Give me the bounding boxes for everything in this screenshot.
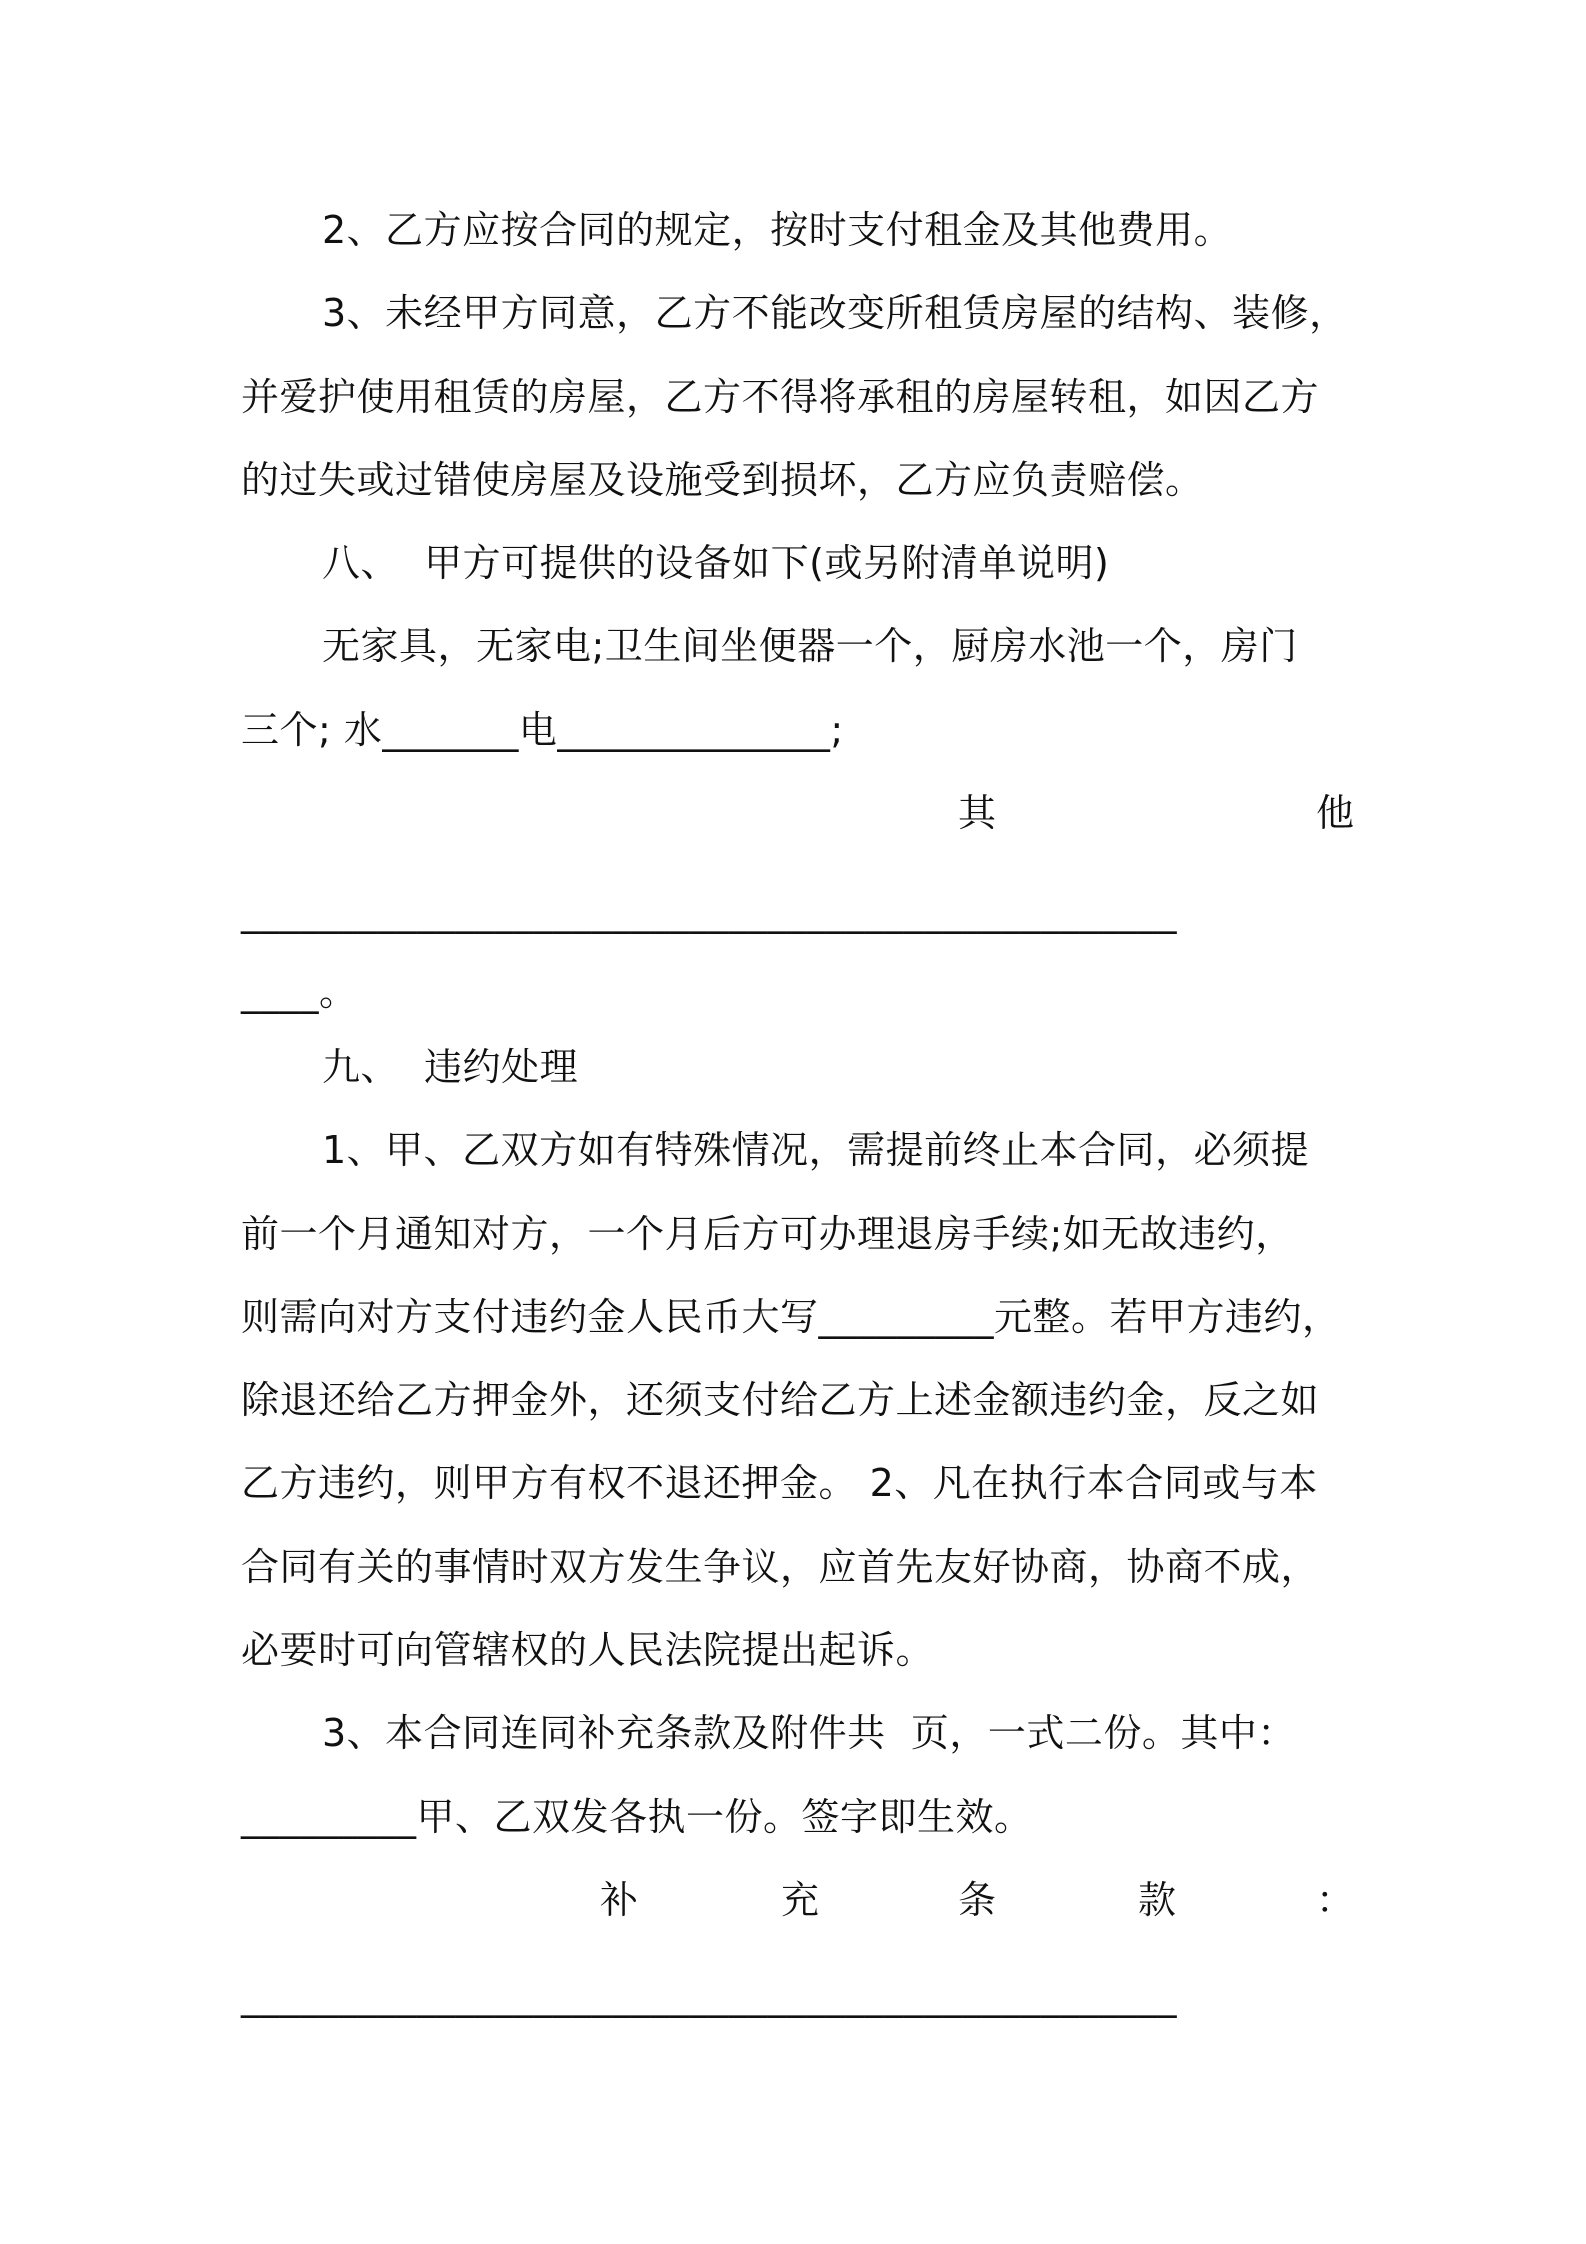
- supplementary-label-char-2: 充: [781, 1878, 820, 1922]
- clause-3-copies-line-1: 3、本合同连同补充条款及附件共 页，一式二份。其中：: [322, 1711, 1296, 1755]
- section-9-heading: 九、 违约处理: [322, 1045, 579, 1089]
- clause-3-paragraph-line-1: 3、未经甲方同意，乙方不能改变所租赁房屋的结构、装修，: [322, 291, 1348, 335]
- equipment-paragraph-line-1: 无家具，无家电;卫生间坐便器一个，厨房水池一个，房门: [322, 624, 1298, 668]
- clause-3-paragraph-line-3: 的过失或过错使房屋及设施受到损坏，乙方应负责赔偿。: [241, 458, 1204, 502]
- supplementary-label-colon: ：: [1316, 1878, 1355, 1922]
- breach-clause-2-line-2: 必要时可向管辖权的人民法院提出起诉。: [241, 1628, 935, 1672]
- supplementary-label-char-3: 条: [958, 1878, 997, 1922]
- breach-clause-2-line-1: 合同有关的事情时双方发生争议，应首先友好协商，协商不成，: [241, 1545, 1320, 1589]
- breach-clause-1-line-4: 除退还给乙方押金外，还须支付给乙方上述金额违约金，反之如: [241, 1378, 1320, 1422]
- section-8-heading: 八、 甲方可提供的设备如下(或另附清单说明): [322, 541, 1110, 585]
- breach-clause-1-line-1: 1、甲、乙双方如有特殊情况，需提前终止本合同，必须提: [322, 1128, 1310, 1172]
- blank-line-other: ________________________________________________: [241, 890, 1177, 934]
- breach-clause-1-line-3: 则需向对方支付违约金人民币大写_________元整。若甲方违约，: [241, 1295, 1341, 1339]
- other-label-char-1: 其: [958, 791, 997, 835]
- supplementary-label-char-1: 补: [600, 1878, 639, 1922]
- blank-line-supplementary: ________________________________________________: [241, 1974, 1177, 2018]
- blank-line-other-end: ____。: [241, 970, 358, 1014]
- breach-clause-1-line-2: 前一个月通知对方，一个月后方可办理退房手续;如无故违约，: [241, 1212, 1294, 1256]
- clause-3-paragraph-line-2: 并爱护使用租赁的房屋，乙方不得将承租的房屋转租，如因乙方: [241, 375, 1320, 419]
- equipment-paragraph-line-2: 三个; 水_______电______________;: [241, 708, 844, 752]
- clause-2-paragraph: 2、乙方应按合同的规定，按时支付租金及其他费用。: [322, 208, 1233, 252]
- supplementary-label-char-4: 款: [1138, 1878, 1177, 1922]
- breach-clause-1-line-5: 乙方违约，则甲方有权不退还押金。 2、凡在执行本合同或与本: [241, 1461, 1318, 1505]
- other-label-char-2: 他: [1316, 791, 1355, 835]
- clause-3-copies-line-2: _________甲、乙双发各执一份。签字即生效。: [241, 1795, 1033, 1839]
